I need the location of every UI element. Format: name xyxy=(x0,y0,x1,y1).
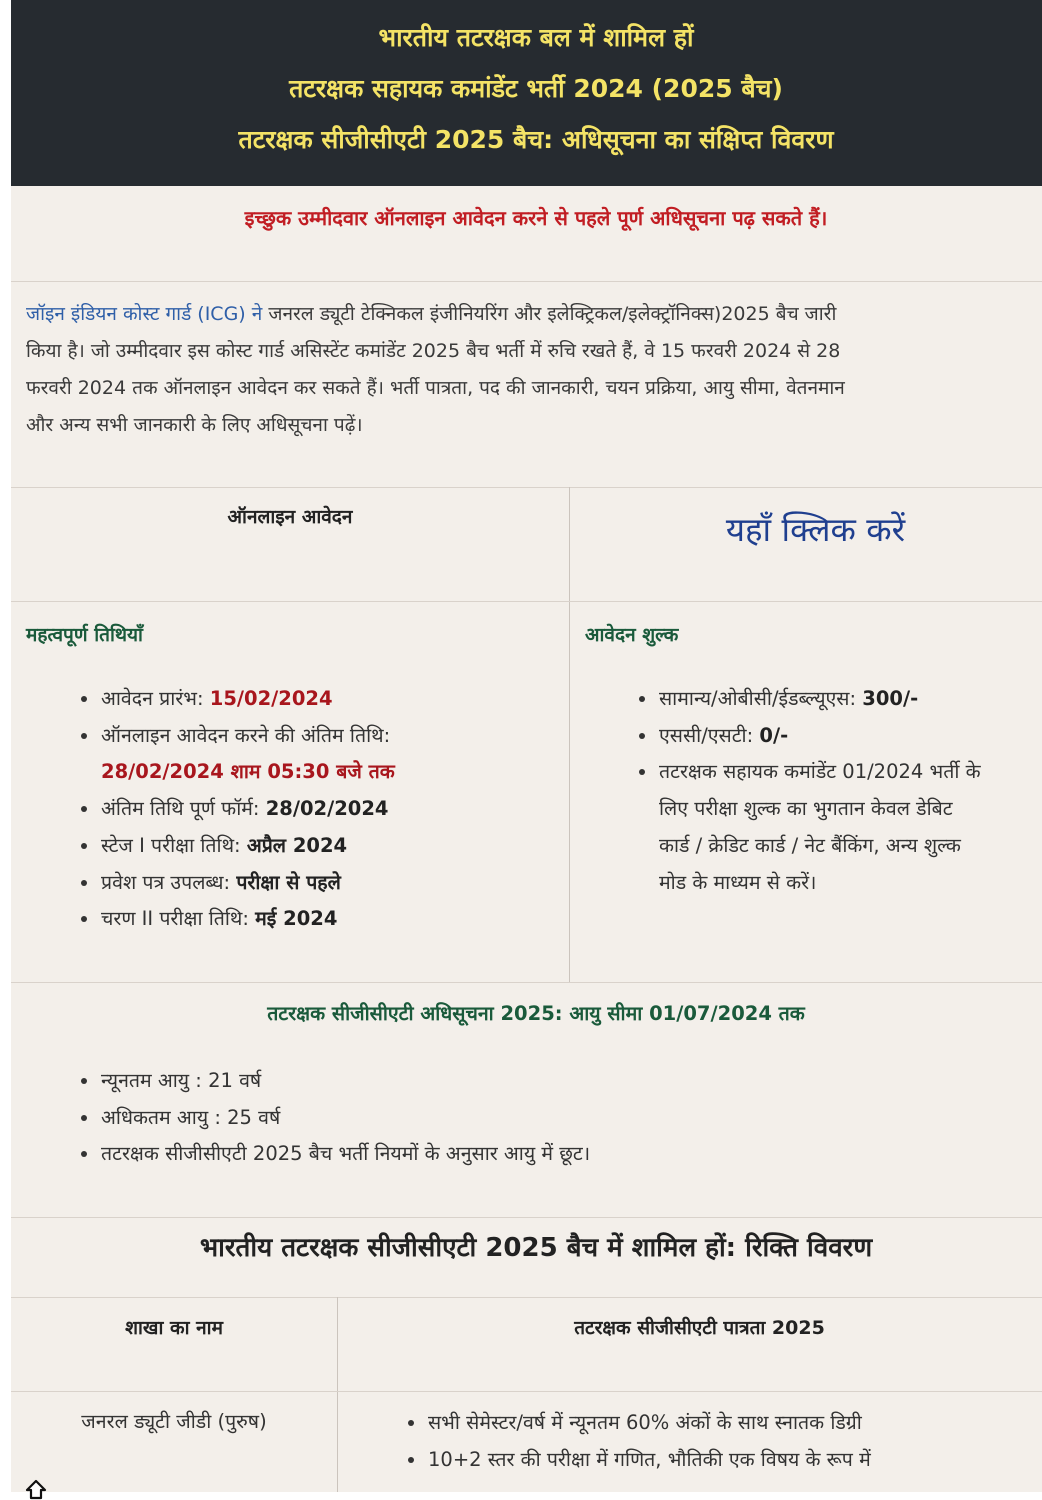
intro-paragraph xyxy=(26,296,1042,444)
list-item: अधिकतम आयु : 25 वर्ष xyxy=(77,1100,590,1137)
application-fee-title: आवेदन शुल्क xyxy=(585,624,679,646)
divider xyxy=(11,1391,1042,1392)
page-header xyxy=(11,0,1042,186)
age-limit-list xyxy=(77,1063,590,1173)
intro-line-3: फरवरी 2024 तक ऑनलाइन आवेदन कर सकते हैं। भर्ती पात्रता, पद की जानकारी, चयन प्रक्रिया, आयु सीमा, वेतनमान xyxy=(26,377,845,399)
intro-line-1: जनरल ड्यूटी टेक्निकल इंजीनियरिंग और इलेक्ट्रिकल/इलेक्ट्रॉनिक्स)2025 बैच जारी xyxy=(262,303,837,325)
list-item: एससी/एसटी: 0/- xyxy=(635,718,981,755)
divider xyxy=(11,601,1042,602)
divider xyxy=(11,1217,1042,1218)
list-item: सामान्य/ओबीसी/ईडब्ल्यूएस: 300/- xyxy=(635,681,981,718)
list-item: सभी सेमेस्टर/वर्ष में न्यूनतम 60% अंकों के साथ स्नातक डिग्री xyxy=(404,1405,871,1442)
column-divider xyxy=(569,487,570,982)
click-here-link[interactable]: यहाँ क्लिक करें xyxy=(725,510,906,549)
online-apply-label: ऑनलाइन आवेदन xyxy=(227,506,353,528)
eligibility-list xyxy=(404,1405,871,1478)
list-item: स्टेज I परीक्षा तिथि: अप्रैल 2024 xyxy=(77,828,395,865)
list-item: अंतिम तिथि पूर्ण फॉर्म: 28/02/2024 xyxy=(77,791,395,828)
list-item: तटरक्षक सीजीसीएटी 2025 बैच भर्ती नियमों के अनुसार आयु में छूट। xyxy=(77,1136,590,1173)
application-fee-list xyxy=(635,681,981,901)
divider xyxy=(11,1297,1042,1298)
divider xyxy=(11,281,1042,282)
list-item: 10+2 स्तर की परीक्षा में गणित, भौतिकी एक विषय के रूप में xyxy=(404,1442,871,1479)
column-header-branch: शाखा का नाम xyxy=(125,1317,223,1339)
list-item: तटरक्षक सहायक कमांडेंट 01/2024 भर्ती के लिए परीक्षा शुल्क का भुगतान केवल डेबिट कार्ड / क्रेडिट कार्ड / नेट बैंकिंग, अन्य शुल्क मोड के माध्यम से करें। xyxy=(635,754,981,901)
header-title-line-3: तटरक्षक सीजीसीएटी 2025 बैच: अधिसूचना का संक्षिप्त विवरण xyxy=(238,125,834,154)
vacancy-details-title: भारतीय तटरक्षक सीजीसीएटी 2025 बैच में शामिल हों: रिक्ति विवरण xyxy=(199,1233,873,1263)
branch-cell: जनरल ड्यूटी जीडी (पुरुष) xyxy=(81,1410,267,1433)
header-title-line-2: तटरक्षक सहायक कमांडेंट भर्ती 2024 (2025 बैच) xyxy=(289,74,783,103)
header-title-line-1: भारतीय तटरक्षक बल में शामिल हों xyxy=(378,23,694,52)
intro-line-4: और अन्य सभी जानकारी के लिए अधिसूचना पढ़ें। xyxy=(26,414,363,436)
notification-page xyxy=(11,0,1042,1492)
list-item: प्रवेश पत्र उपलब्ध: परीक्षा से पहले xyxy=(77,865,395,902)
intro-line-2: किया है। जो उम्मीदवार इस कोस्ट गार्ड असिस्टेंट कमांडेंट 2025 बैच भर्ती में रुचि रखते हैं, वे 15 फरवरी 2024 से 28 xyxy=(26,340,841,362)
list-item: चरण II परीक्षा तिथि: मई 2024 xyxy=(77,901,395,938)
important-dates-title: महत्वपूर्ण तिथियाँ xyxy=(26,624,143,646)
important-dates-list xyxy=(77,681,395,938)
list-item: ऑनलाइन आवेदन करने की अंतिम तिथि: 28/02/2024 शाम 05:30 बजे तक xyxy=(77,718,395,791)
divider xyxy=(11,487,1042,488)
list-item: आवेदन प्रारंभ: 15/02/2024 xyxy=(77,681,395,718)
join-icg-link[interactable]: जॉइन इंडियन कोस्ट गार्ड (ICG) ने xyxy=(26,303,263,325)
divider xyxy=(11,982,1042,983)
column-header-eligibility: तटरक्षक सीजीसीएटी पात्रता 2025 xyxy=(574,1317,825,1339)
age-limit-title: तटरक्षक सीजीसीएटी अधिसूचना 2025: आयु सीमा 01/07/2024 तक xyxy=(267,1002,805,1025)
scroll-up-icon[interactable] xyxy=(24,1476,48,1500)
list-item: न्यूनतम आयु : 21 वर्ष xyxy=(77,1063,590,1100)
notice-text: इच्छुक उम्मीदवार ऑनलाइन आवेदन करने से पहले पूर्ण अधिसूचना पढ़ सकते हैं। xyxy=(244,206,828,230)
